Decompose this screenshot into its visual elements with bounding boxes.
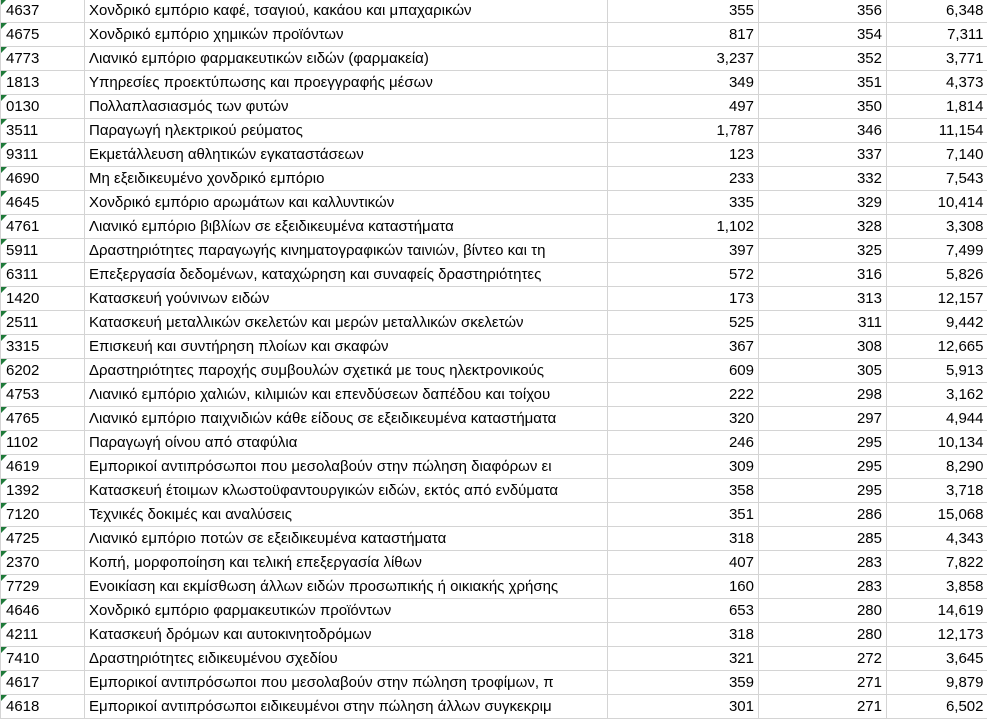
cell-value-1[interactable]: 309 — [608, 455, 759, 479]
cell-activity-description[interactable]: Κατασκευή γούνινων ειδών — [85, 287, 608, 311]
table-row — [1, 119, 987, 143]
cell-value-2[interactable]: 305 — [759, 359, 887, 383]
cell-value-3[interactable]: 12,157 — [887, 287, 987, 311]
cell-value-1[interactable]: 222 — [608, 383, 759, 407]
table-row — [1, 47, 987, 71]
cell-value-2[interactable]: 328 — [759, 215, 887, 239]
cell-value-2[interactable]: 280 — [759, 599, 887, 623]
cell-value-2[interactable]: 283 — [759, 575, 887, 599]
cell-value-1[interactable]: 160 — [608, 575, 759, 599]
cell-value-1[interactable]: 359 — [608, 671, 759, 695]
cell-activity-code[interactable]: 4753 — [1, 383, 85, 407]
cell-activity-description[interactable]: Υπηρεσίες προεκτύπωσης και προεγγραφής μέσων — [85, 71, 608, 95]
table-row — [1, 455, 987, 479]
cell-value-1[interactable]: 349 — [608, 71, 759, 95]
cell-activity-code[interactable]: 3511 — [1, 119, 85, 143]
table-row — [1, 599, 987, 623]
cell-activity-description[interactable]: Δραστηριότητες παραγωγής κινηματογραφικών ταινιών, βίντεο και τη — [85, 239, 608, 263]
cell-value-2[interactable]: 316 — [759, 263, 887, 287]
cell-value-1[interactable]: 497 — [608, 95, 759, 119]
cell-value-2[interactable]: 352 — [759, 47, 887, 71]
table-row — [1, 407, 987, 431]
cell-activity-code[interactable]: 6202 — [1, 359, 85, 383]
cell-value-1[interactable]: 335 — [608, 191, 759, 215]
cell-value-2[interactable]: 356 — [759, 0, 887, 23]
table-row — [1, 23, 987, 47]
cell-value-2[interactable]: 286 — [759, 503, 887, 527]
table-row — [1, 575, 987, 599]
cell-value-3[interactable]: 8,290 — [887, 455, 987, 479]
table-row — [1, 695, 987, 719]
cell-value-2[interactable]: 295 — [759, 479, 887, 503]
cell-value-3[interactable]: 7,499 — [887, 239, 987, 263]
cell-activity-description[interactable]: Χονδρικό εμπόριο φαρμακευτικών προϊόντων — [85, 599, 608, 623]
cell-activity-code[interactable]: 4646 — [1, 599, 85, 623]
table-row — [1, 431, 987, 455]
table-row — [1, 71, 987, 95]
cell-activity-code[interactable]: 7120 — [1, 503, 85, 527]
cell-activity-code[interactable]: 5911 — [1, 239, 85, 263]
cell-value-3[interactable]: 1,814 — [887, 95, 987, 119]
cell-value-1[interactable]: 525 — [608, 311, 759, 335]
cell-value-1[interactable]: 367 — [608, 335, 759, 359]
cell-activity-description[interactable]: Εμπορικοί αντιπρόσωποι που μεσολαβούν στην πώληση διαφόρων ει — [85, 455, 608, 479]
cell-value-2[interactable]: 283 — [759, 551, 887, 575]
cell-activity-description[interactable]: Χονδρικό εμπόριο αρωμάτων και καλλυντικών — [85, 191, 608, 215]
table-row — [1, 383, 987, 407]
table-row — [1, 0, 987, 23]
cell-value-3[interactable]: 7,822 — [887, 551, 987, 575]
table-row — [1, 95, 987, 119]
cell-value-1[interactable]: 653 — [608, 599, 759, 623]
table-row — [1, 263, 987, 287]
cell-value-3[interactable]: 14,619 — [887, 599, 987, 623]
cell-value-3[interactable]: 10,414 — [887, 191, 987, 215]
table-row — [1, 287, 987, 311]
cell-activity-description[interactable]: Λιανικό εμπόριο χαλιών, κιλιμιών και επενδύσεων δαπέδου και τοίχου — [85, 383, 608, 407]
cell-activity-code[interactable]: 6311 — [1, 263, 85, 287]
cell-activity-code[interactable]: 9311 — [1, 143, 85, 167]
cell-value-2[interactable]: 271 — [759, 671, 887, 695]
cell-value-1[interactable]: 397 — [608, 239, 759, 263]
table-row — [1, 167, 987, 191]
cell-value-3[interactable]: 5,826 — [887, 263, 987, 287]
cell-activity-code[interactable]: 1813 — [1, 71, 85, 95]
cell-value-3[interactable]: 6,502 — [887, 695, 987, 719]
cell-activity-description[interactable]: Παραγωγή ηλεκτρικού ρεύματος — [85, 119, 608, 143]
cell-value-2[interactable]: 311 — [759, 311, 887, 335]
cell-value-1[interactable]: 318 — [608, 623, 759, 647]
table-row — [1, 623, 987, 647]
cell-activity-code[interactable]: 4765 — [1, 407, 85, 431]
cell-value-1[interactable]: 246 — [608, 431, 759, 455]
cell-value-1[interactable]: 3,237 — [608, 47, 759, 71]
table-row — [1, 335, 987, 359]
cell-value-3[interactable]: 3,718 — [887, 479, 987, 503]
cell-activity-description[interactable]: Λιανικό εμπόριο βιβλίων σε εξειδικευμένα καταστήματα — [85, 215, 608, 239]
cell-value-3[interactable]: 7,140 — [887, 143, 987, 167]
cell-value-3[interactable]: 7,543 — [887, 167, 987, 191]
table-row — [1, 479, 987, 503]
cell-value-3[interactable]: 3,308 — [887, 215, 987, 239]
cell-value-3[interactable]: 4,343 — [887, 527, 987, 551]
cell-activity-description[interactable]: Επεξεργασία δεδομένων, καταχώρηση και συναφείς δραστηριότητες — [85, 263, 608, 287]
cell-value-1[interactable]: 572 — [608, 263, 759, 287]
cell-activity-description[interactable]: Εμπορικοί αντιπρόσωποι ειδικευμένοι στην πώληση άλλων συγκεκριμ — [85, 695, 608, 719]
cell-value-3[interactable]: 11,154 — [887, 119, 987, 143]
cell-value-1[interactable]: 1,787 — [608, 119, 759, 143]
cell-activity-code[interactable]: 4211 — [1, 623, 85, 647]
cell-activity-code[interactable]: 7729 — [1, 575, 85, 599]
cell-activity-description[interactable]: Παραγωγή οίνου από σταφύλια — [85, 431, 608, 455]
cell-activity-description[interactable]: Εκμετάλλευση αθλητικών εγκαταστάσεων — [85, 143, 608, 167]
cell-value-2[interactable]: 354 — [759, 23, 887, 47]
cell-activity-description[interactable]: Δραστηριότητες ειδικευμένου σχεδίου — [85, 647, 608, 671]
table-row — [1, 191, 987, 215]
cell-value-1[interactable]: 321 — [608, 647, 759, 671]
cell-activity-code[interactable]: 1392 — [1, 479, 85, 503]
cell-activity-description[interactable]: Επισκευή και συντήρηση πλοίων και σκαφών — [85, 335, 608, 359]
cell-value-2[interactable]: 297 — [759, 407, 887, 431]
cell-value-1[interactable]: 407 — [608, 551, 759, 575]
cell-value-1[interactable]: 173 — [608, 287, 759, 311]
cell-value-1[interactable]: 233 — [608, 167, 759, 191]
table-row — [1, 671, 987, 695]
cell-value-1[interactable]: 609 — [608, 359, 759, 383]
cell-activity-description[interactable]: Χονδρικό εμπόριο χημικών προϊόντων — [85, 23, 608, 47]
cell-value-3[interactable]: 3,162 — [887, 383, 987, 407]
table-row — [1, 143, 987, 167]
cell-activity-code[interactable]: 4725 — [1, 527, 85, 551]
cell-activity-code[interactable]: 4761 — [1, 215, 85, 239]
cell-activity-description[interactable]: Λιανικό εμπόριο παιχνιδιών κάθε είδους σε εξειδικευμένα καταστήματα — [85, 407, 608, 431]
cell-value-1[interactable]: 301 — [608, 695, 759, 719]
cell-value-2[interactable]: 298 — [759, 383, 887, 407]
cell-activity-code[interactable]: 4645 — [1, 191, 85, 215]
cell-value-2[interactable]: 272 — [759, 647, 887, 671]
cell-value-3[interactable]: 10,134 — [887, 431, 987, 455]
cell-value-1[interactable]: 1,102 — [608, 215, 759, 239]
cell-activity-code[interactable]: 1420 — [1, 287, 85, 311]
table-row — [1, 215, 987, 239]
cell-activity-code[interactable]: 0130 — [1, 95, 85, 119]
table-row — [1, 647, 987, 671]
cell-value-2[interactable]: 295 — [759, 431, 887, 455]
table-row — [1, 527, 987, 551]
cell-value-1[interactable]: 351 — [608, 503, 759, 527]
table-row — [1, 311, 987, 335]
cell-activity-code[interactable]: 4675 — [1, 23, 85, 47]
cell-value-3[interactable]: 9,442 — [887, 311, 987, 335]
cell-activity-code[interactable]: 1102 — [1, 431, 85, 455]
table-row — [1, 359, 987, 383]
table-row — [1, 503, 987, 527]
cell-activity-code[interactable]: 4637 — [1, 0, 85, 23]
cell-value-2[interactable]: 329 — [759, 191, 887, 215]
cell-value-3[interactable]: 12,665 — [887, 335, 987, 359]
cell-value-3[interactable]: 4,373 — [887, 71, 987, 95]
cell-value-1[interactable]: 358 — [608, 479, 759, 503]
cell-value-3[interactable]: 3,771 — [887, 47, 987, 71]
cell-activity-description[interactable]: Χονδρικό εμπόριο καφέ, τσαγιού, κακάου και μπαχαρικών — [85, 0, 608, 23]
cell-activity-code[interactable]: 2511 — [1, 311, 85, 335]
cell-value-1[interactable]: 123 — [608, 143, 759, 167]
cell-value-2[interactable]: 271 — [759, 695, 887, 719]
cell-activity-description[interactable]: Πολλαπλασιασμός των φυτών — [85, 95, 608, 119]
cell-value-2[interactable]: 346 — [759, 119, 887, 143]
cell-activity-code[interactable]: 7410 — [1, 647, 85, 671]
cell-activity-description[interactable]: Κατασκευή μεταλλικών σκελετών και μερών μεταλλικών σκελετών — [85, 311, 608, 335]
cell-activity-description[interactable]: Ενοικίαση και εκμίσθωση άλλων ειδών προσωπικής ή οικιακής χρήσης — [85, 575, 608, 599]
grid-body — [1, 0, 987, 719]
cell-activity-description[interactable]: Μη εξειδικευμένο χονδρικό εμπόριο — [85, 167, 608, 191]
cell-value-2[interactable]: 308 — [759, 335, 887, 359]
cell-value-1[interactable]: 320 — [608, 407, 759, 431]
cell-activity-description[interactable]: Κοπή, μορφοποίηση και τελική επεξεργασία λίθων — [85, 551, 608, 575]
cell-activity-description[interactable]: Κατασκευή έτοιμων κλωστοϋφαντουργικών ειδών, εκτός από ενδύματα — [85, 479, 608, 503]
cell-value-1[interactable]: 817 — [608, 23, 759, 47]
cell-value-2[interactable]: 295 — [759, 455, 887, 479]
cell-activity-description[interactable]: Δραστηριότητες παροχής συμβουλών σχετικά με τους ηλεκτρονικούς — [85, 359, 608, 383]
cell-value-2[interactable]: 313 — [759, 287, 887, 311]
cell-value-3[interactable]: 9,879 — [887, 671, 987, 695]
cell-value-2[interactable]: 280 — [759, 623, 887, 647]
cell-value-3[interactable]: 6,348 — [887, 0, 987, 23]
cell-value-2[interactable]: 285 — [759, 527, 887, 551]
cell-activity-description[interactable]: Κατασκευή δρόμων και αυτοκινητοδρόμων — [85, 623, 608, 647]
cell-value-2[interactable]: 332 — [759, 167, 887, 191]
cell-activity-description[interactable]: Λιανικό εμπόριο φαρμακευτικών ειδών (φαρμακεία) — [85, 47, 608, 71]
cell-activity-code[interactable]: 4773 — [1, 47, 85, 71]
cell-activity-description[interactable]: Εμπορικοί αντιπρόσωποι που μεσολαβούν στην πώληση τροφίμων, π — [85, 671, 608, 695]
cell-value-1[interactable]: 355 — [608, 0, 759, 23]
cell-activity-description[interactable]: Τεχνικές δοκιμές και αναλύσεις — [85, 503, 608, 527]
cell-value-3[interactable]: 5,913 — [887, 359, 987, 383]
cell-value-1[interactable]: 318 — [608, 527, 759, 551]
table-row — [1, 239, 987, 263]
cell-value-2[interactable]: 351 — [759, 71, 887, 95]
cell-value-3[interactable]: 15,068 — [887, 503, 987, 527]
cell-value-3[interactable]: 7,311 — [887, 23, 987, 47]
cell-value-3[interactable]: 4,944 — [887, 407, 987, 431]
cell-value-3[interactable]: 12,173 — [887, 623, 987, 647]
cell-value-3[interactable]: 3,645 — [887, 647, 987, 671]
cell-activity-code[interactable]: 2370 — [1, 551, 85, 575]
cell-activity-code[interactable]: 4617 — [1, 671, 85, 695]
cell-activity-code[interactable]: 4619 — [1, 455, 85, 479]
cell-value-2[interactable]: 337 — [759, 143, 887, 167]
cell-activity-code[interactable]: 4690 — [1, 167, 85, 191]
table-row — [1, 551, 987, 575]
cell-activity-description[interactable]: Λιανικό εμπόριο ποτών σε εξειδικευμένα καταστήματα — [85, 527, 608, 551]
cell-value-3[interactable]: 3,858 — [887, 575, 987, 599]
cell-activity-code[interactable]: 3315 — [1, 335, 85, 359]
cell-value-2[interactable]: 350 — [759, 95, 887, 119]
cell-activity-code[interactable]: 4618 — [1, 695, 85, 719]
cell-value-2[interactable]: 325 — [759, 239, 887, 263]
